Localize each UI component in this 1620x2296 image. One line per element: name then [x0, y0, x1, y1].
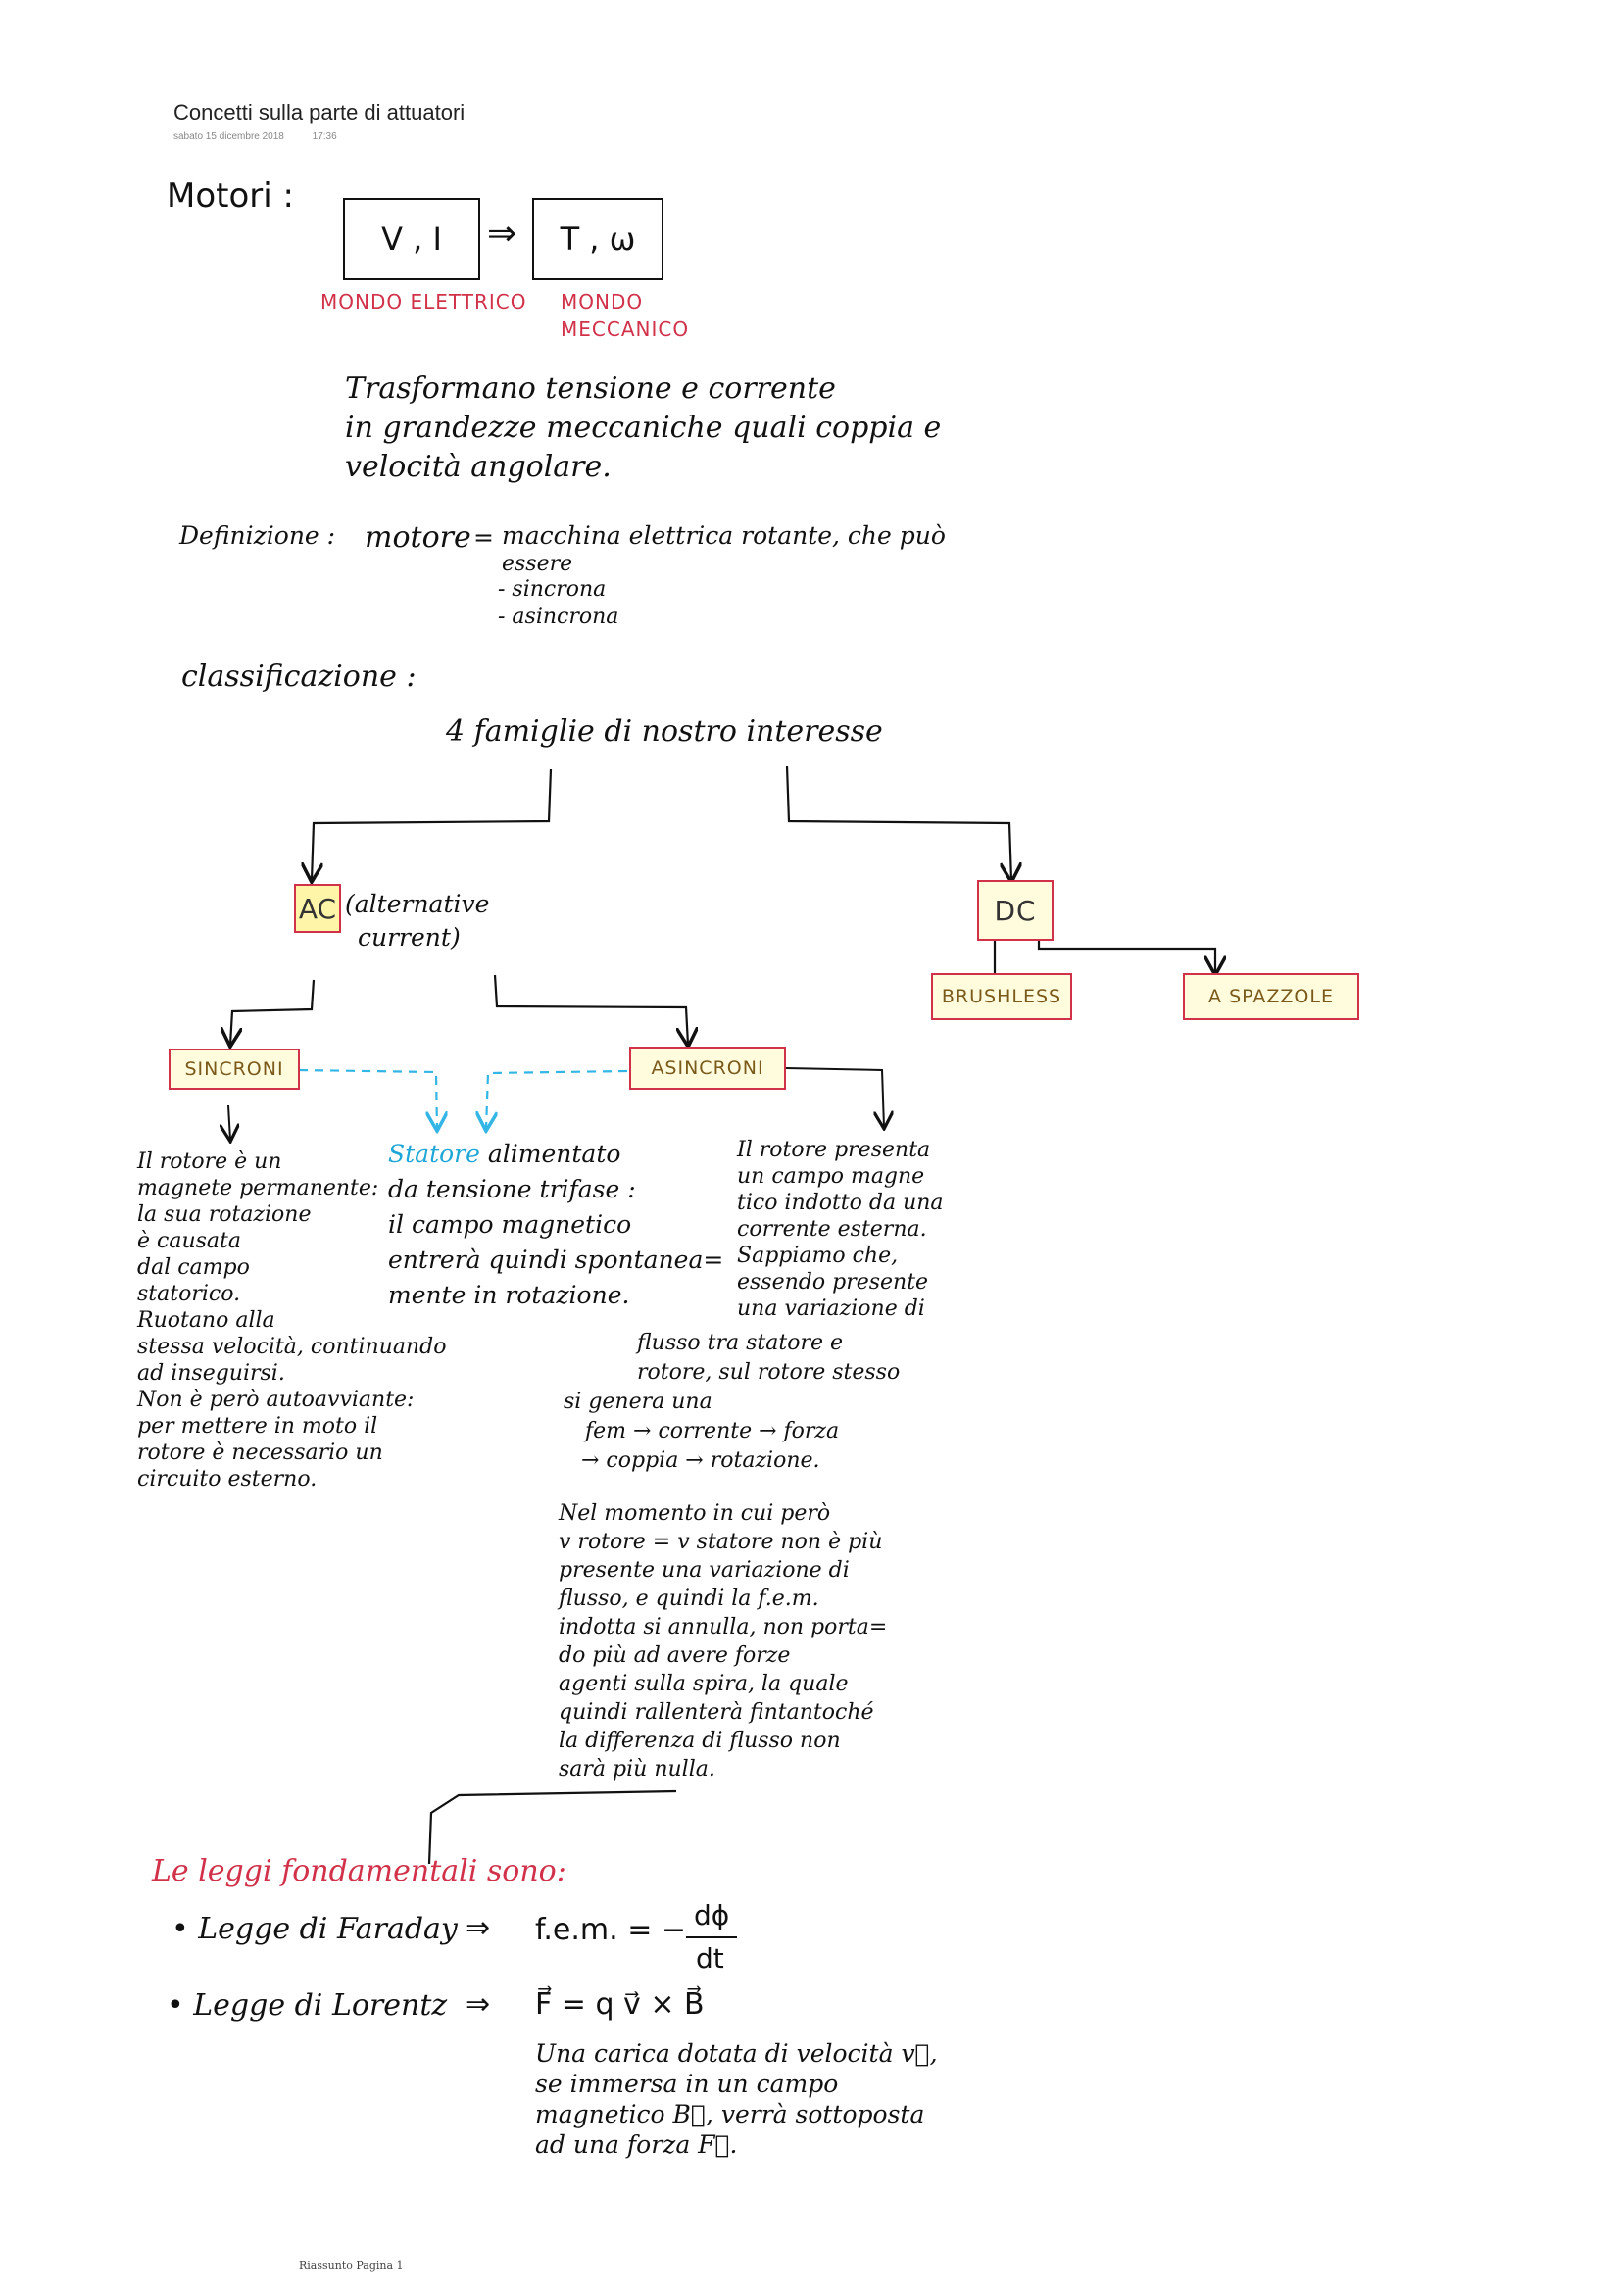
- lorentz-desc-line: Una carica dotata di velocità v⃗,: [535, 2039, 938, 2068]
- asincroni-notes: [737, 1137, 944, 1322]
- nel-momento-line: la differenza di flusso non: [559, 1729, 841, 1753]
- lorentz-desc-line: ad una forza F⃗.: [535, 2130, 738, 2159]
- statore-line: mente in rotazione.: [388, 1281, 630, 1309]
- connector-dc-branches: [995, 939, 1215, 973]
- lorentz-desc-line: magnetico B⃗, verrà sottoposta: [535, 2100, 925, 2128]
- flusso-line: → coppia → rotazione.: [581, 1448, 820, 1473]
- node-asincroni: ASINCRONI: [629, 1047, 786, 1090]
- statore-line: entrerà quindi spontanea=: [388, 1246, 724, 1274]
- dashed-sincroni-statore: [299, 1070, 437, 1129]
- flusso-line: flusso tra statore e: [637, 1331, 844, 1355]
- sincroni-line: Ruotano alla: [137, 1308, 275, 1333]
- box-electrical-text: V , I: [381, 220, 442, 258]
- connector-asincroni-down: [786, 1068, 884, 1127]
- ac-description-1: (alternative: [345, 890, 490, 918]
- nel-momento-notes: [559, 1499, 887, 1783]
- sincroni-line: stessa velocità, continuando: [137, 1335, 447, 1359]
- definizione-text-1: macchina elettrica rotante, che può: [502, 521, 946, 550]
- page-date: sabato 15 dicembre 2018: [173, 131, 284, 142]
- lorentz-label: • Legge di Lorentz: [167, 1988, 448, 2023]
- page-footer: Riassunto Pagina 1: [299, 2259, 404, 2272]
- motori-heading: Motori :: [167, 176, 294, 216]
- faraday-arrow: ⇒: [466, 1911, 491, 1945]
- node-ac: AC: [294, 884, 341, 933]
- definizione-sincrona: - sincrona: [498, 577, 607, 602]
- label-meccanico: MECCANICO: [561, 318, 690, 341]
- node-sincroni: SINCRONI: [169, 1049, 300, 1090]
- nel-momento-line: do più ad avere forze: [559, 1643, 791, 1668]
- conversion-arrow: ⇒: [487, 214, 517, 254]
- nel-momento-line: v rotore = v statore non è più: [559, 1530, 883, 1554]
- asincroni-line: una variazione di: [737, 1296, 925, 1321]
- faraday-numerator: dϕ: [694, 1899, 730, 1931]
- nel-momento-line: agenti sulla spira, la quale: [559, 1672, 849, 1696]
- asincroni-line: essendo presente: [737, 1270, 929, 1295]
- definizione-text-2: essere: [502, 552, 573, 576]
- definizione-eq: =: [473, 523, 494, 552]
- sincroni-line: la sua rotazione: [137, 1202, 312, 1227]
- statore-word: Statore: [388, 1140, 480, 1168]
- nel-momento-line: Nel momento in cui però: [559, 1501, 831, 1526]
- flusso-line: fem → corrente → forza: [585, 1419, 840, 1443]
- definizione-label: Definizione :: [179, 521, 336, 550]
- lorentz-arrow: ⇒: [466, 1987, 491, 2022]
- asincroni-line: corrente esterna.: [737, 1217, 927, 1242]
- statore-line: il campo magnetico: [388, 1210, 632, 1239]
- intro-line-1: Trasformano tensione e corrente: [345, 371, 836, 406]
- node-brushless: BRUSHLESS: [931, 973, 1072, 1020]
- intro-line-2: in grandezze meccaniche quali coppia e: [345, 411, 942, 445]
- asincroni-line: tico indotto da una: [737, 1191, 944, 1215]
- faraday-denominator: dt: [696, 1942, 724, 1975]
- connector-to-sincroni: [230, 980, 314, 1045]
- sincroni-line: è causata: [137, 1229, 241, 1253]
- box-mechanical: [532, 198, 663, 280]
- nel-momento-line: quindi rallenterà fintantoché: [559, 1700, 874, 1725]
- asincroni-line: Sappiamo che,: [737, 1244, 899, 1268]
- classificazione-label: classificazione :: [181, 659, 417, 694]
- flusso-line: rotore, sul rotore stesso: [637, 1360, 901, 1385]
- faraday-equation: f.e.m. = −: [535, 1913, 687, 1947]
- nel-momento-line: sarà più nulla.: [559, 1757, 715, 1782]
- page-time: 17:36: [312, 131, 337, 142]
- asincroni-line: un campo magne: [737, 1164, 925, 1189]
- sincroni-line: per mettere in moto il: [137, 1414, 378, 1439]
- connector-sincroni-down: [228, 1105, 230, 1140]
- sincroni-line: Il rotore è un: [137, 1149, 282, 1174]
- definizione-term: motore: [365, 520, 471, 555]
- ac-description-2: current): [358, 923, 461, 952]
- node-dc: DC: [977, 880, 1054, 941]
- statore-line: da tensione trifase :: [388, 1175, 636, 1203]
- lorentz-equation: F⃗ = q v⃗ × B⃗: [535, 1987, 705, 2022]
- flusso-line: si genera una: [564, 1390, 712, 1414]
- connector-to-leggi: [429, 1791, 676, 1864]
- faraday-label: • Legge di Faraday: [172, 1912, 458, 1946]
- sincroni-line: Non è però autoavviante:: [137, 1388, 415, 1412]
- sincroni-line: dal campo: [137, 1255, 250, 1280]
- label-mondo-elettrico: MONDO ELETTRICO: [320, 290, 527, 314]
- nel-momento-line: presente una variazione di: [559, 1558, 850, 1583]
- page-title: Concetti sulla parte di attuatori: [173, 100, 466, 124]
- sincroni-line: statorico.: [137, 1282, 241, 1306]
- connector-to-ac: [312, 769, 551, 880]
- sincroni-line: ad inseguirsi.: [137, 1361, 285, 1386]
- definizione-asincrona: - asincrona: [498, 605, 619, 629]
- famiglie-heading: 4 famiglie di nostro interesse: [446, 714, 883, 749]
- statore-notes: [388, 1137, 723, 1313]
- nel-momento-line: indotta si annulla, non porta=: [559, 1615, 888, 1639]
- statore-rest: alimentato: [479, 1140, 621, 1168]
- nel-momento-line: flusso, e quindi la f.e.m.: [559, 1587, 819, 1611]
- node-a-spazzole: A SPAZZOLE: [1183, 973, 1359, 1020]
- connector-to-asincroni: [495, 975, 688, 1045]
- lorentz-description: [535, 2038, 938, 2160]
- connector-to-dc: [787, 766, 1011, 880]
- sincroni-line: rotore è necessario un: [137, 1441, 383, 1465]
- flusso-notes: [564, 1329, 900, 1476]
- label-mondo: MONDO: [561, 290, 644, 314]
- sincroni-line: circuito esterno.: [137, 1467, 318, 1491]
- leggi-title: Le leggi fondamentali sono:: [152, 1854, 566, 1888]
- box-electrical: [343, 198, 480, 280]
- box-mechanical-text: T , ω: [560, 220, 636, 258]
- dashed-asincroni-statore: [486, 1071, 627, 1129]
- asincroni-line: Il rotore presenta: [737, 1138, 931, 1162]
- intro-line-3: velocità angolare.: [345, 450, 612, 484]
- lorentz-desc-line: se immersa in un campo: [535, 2070, 839, 2098]
- statore-first-line: [388, 1137, 723, 1172]
- sincroni-line: magnete permanente:: [137, 1176, 379, 1200]
